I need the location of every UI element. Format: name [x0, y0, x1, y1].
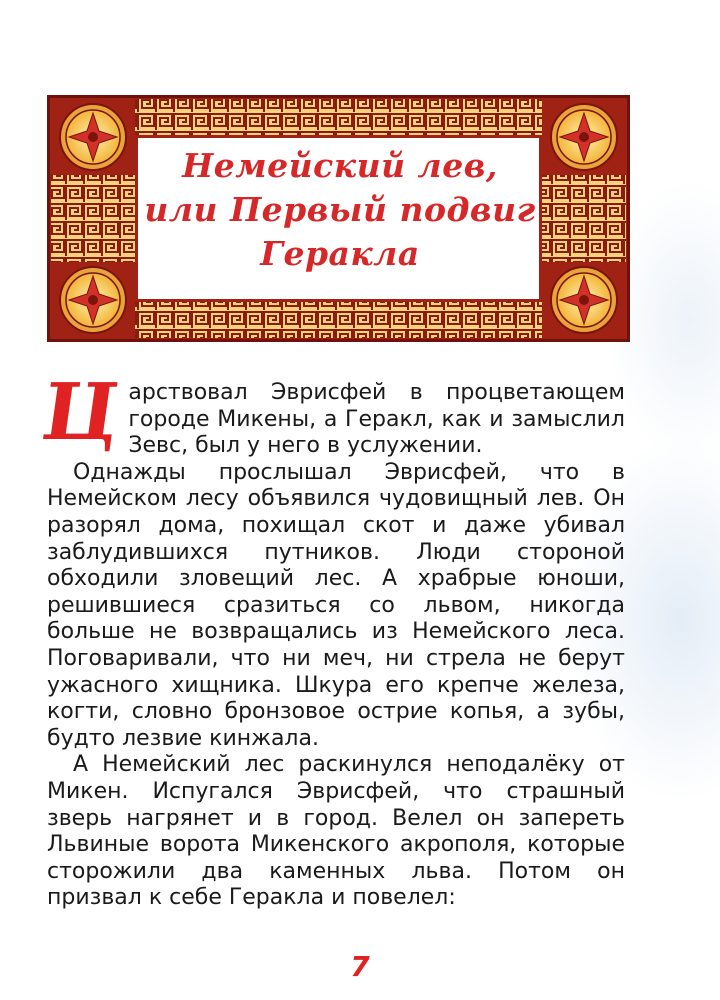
paragraph-1-text: арствовал Эврисфей в процветающем городе Микены, а Геракл, как и замыслил Зевс, был у него в услужении.	[128, 380, 625, 459]
paragraph-3: А Немейский лес раскинулся неподалёку от Микен. Испугался Эврисфей, что страшный зверь нагрянет и в город. Велел он запереть Львиные ворота Микенского акрополя, которые сторожили два каменных льва. Потом он призвал к себе Геракла и повелел:	[47, 752, 625, 911]
page-number: 7	[350, 950, 370, 983]
rosette-icon	[542, 262, 626, 338]
drop-cap: Ц	[36, 367, 125, 458]
title-line-3: Геракла	[260, 234, 420, 273]
rosette-icon	[51, 262, 135, 338]
title-line-1: Немейский лев,	[182, 146, 498, 185]
story-text	[36, 367, 625, 912]
paragraph-2: Однажды прослышал Эврисфей, что в Немейском лесу объявился чудовищный лев. Он разорял дома, похищал скот и даже убивал заблудившихся путников. Люди стороной обходили зловещий лес. А храбрые юноши, решившиеся сразиться со львом, никогда больше не возвращались из Немейского леса. Поговаривали, что ни меч, ни стрела не берут ужасного хищника. Шкура его крепче железа, когти, словно бронзовое острие копья, а зубы, будто лезвие кинжала.	[47, 459, 625, 751]
title-line-2: или Первый подвиг	[144, 190, 536, 229]
chapter-title	[139, 138, 541, 282]
rosette-icon	[542, 99, 626, 175]
rosette-icon	[51, 99, 135, 175]
paragraph-1	[36, 367, 625, 460]
